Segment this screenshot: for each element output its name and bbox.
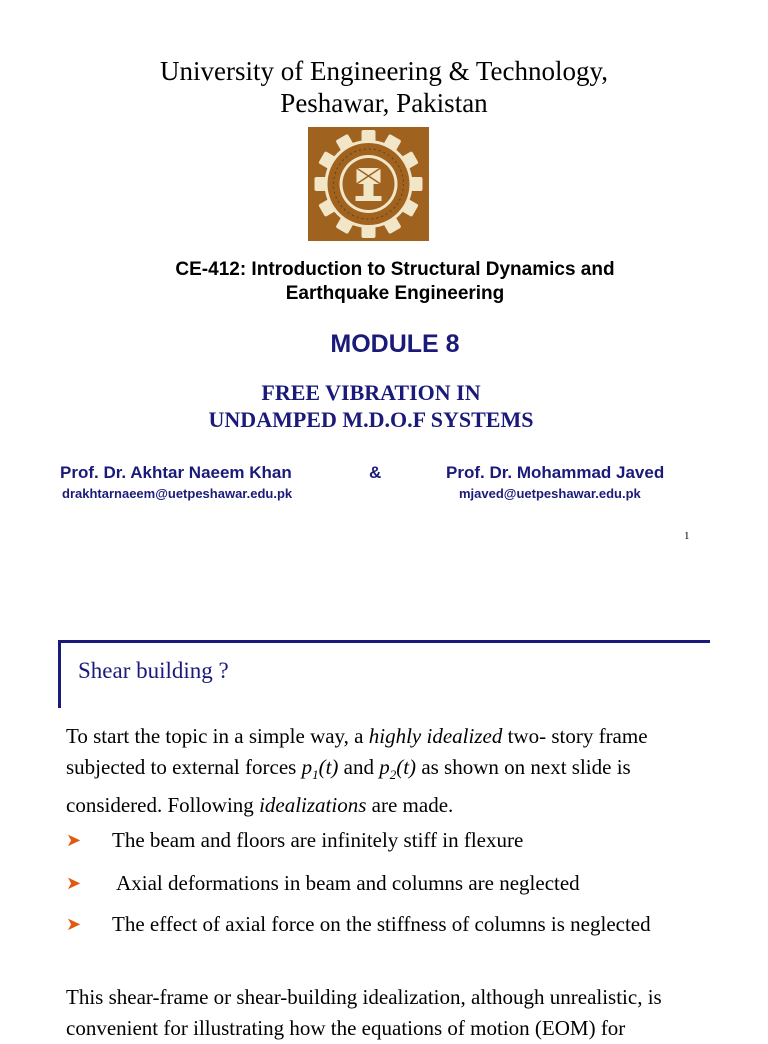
arrow-bullet-icon: ➤ <box>66 830 82 850</box>
university-name-line2: Peshawar, Pakistan <box>280 88 488 118</box>
list-item: ➤ Axial deformations in beam and columns are neglected <box>66 871 580 895</box>
authors-ampersand: & <box>369 463 382 482</box>
author-1-name: Prof. Dr. Akhtar Naeem Khan <box>60 463 292 482</box>
topic-title-line2: UNDAMPED M.D.O.F SYSTEMS <box>208 407 534 432</box>
heading-box-top-rule <box>58 640 710 643</box>
course-title-line1: CE-412: Introduction to Structural Dynamics and <box>175 259 615 280</box>
list-item: ➤ The effect of axial force on the stiffness of columns is neglected <box>66 912 651 936</box>
module-label: MODULE 8 <box>330 330 460 358</box>
author-2-email: mjaved@uetpeshawar.edu.pk <box>459 486 641 501</box>
author-1-email: drakhtarnaeem@uetpeshawar.edu.pk <box>62 486 293 501</box>
arrow-bullet-icon: ➤ <box>66 873 82 893</box>
course-title-line2: Earthquake Engineering <box>285 283 505 304</box>
university-name-line1: University of Engineering & Technology, <box>159 56 609 86</box>
list-item: ➤ The beam and floors are infinitely stiff in flexure <box>66 828 524 852</box>
heading-box-left-rule <box>58 640 61 708</box>
closing-paragraph: This shear-frame or shear-building idealization, although unrealistic, is convenient for illustrating how the equations of motion (EOM) for <box>66 985 662 1040</box>
intro-paragraph: To start the topic in a simple way, a highly idealized two- story frame subjected to external forces $p_1(t)$ and $p_2(t)$ as shown on next slide is considered. Following idealizations are made. <box>66 724 648 818</box>
author-2-name: Prof. Dr. Mohammad Javed <box>446 463 665 482</box>
slide-heading: Shear building ? <box>78 658 229 683</box>
arrow-bullet-icon: ➤ <box>66 914 82 934</box>
topic-title-line1: FREE VIBRATION IN <box>261 380 481 405</box>
university-seal-gear-icon <box>308 127 429 241</box>
page-number: 1 <box>684 530 690 542</box>
